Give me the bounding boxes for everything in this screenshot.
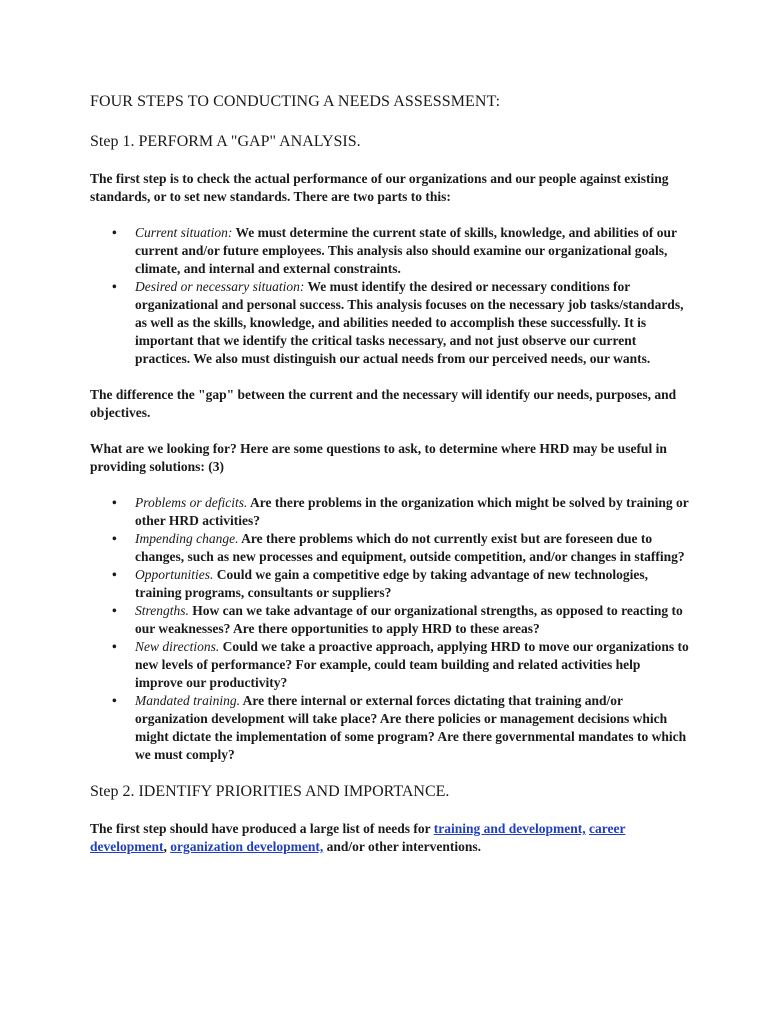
list-item [90, 530, 690, 566]
step1-heading: Step 1. PERFORM A "GAP" ANALYSIS. [90, 133, 361, 150]
training-development-link[interactable]: training and development, [433, 821, 586, 836]
step2-intro [90, 820, 690, 856]
step2-intro-prefix: The first step should have produced a large list of needs for [90, 821, 434, 836]
questions-list [90, 494, 690, 764]
bullet-dot-icon: • [112, 603, 117, 618]
career-development-link[interactable]: career development [90, 821, 626, 854]
bullet-dot-icon: • [112, 495, 117, 510]
list-item-term: Mandated training. [135, 693, 240, 708]
organization-development-link[interactable]: organization development, [170, 839, 324, 854]
list-item [90, 638, 690, 692]
list-item-text: Could we take a proactive approach, applying HRD to move our organizations to new levels of performance? For example, could team building and related activities help improve our productivity? [135, 639, 689, 690]
list-item [90, 278, 690, 368]
gap-paragraph: The difference the "gap" between the current and the necessary will identify our needs, purposes, and objectives. [90, 387, 677, 420]
list-item [90, 224, 690, 278]
list-item-term: Impending change. [135, 531, 239, 546]
list-item [90, 566, 690, 602]
gap-analysis-list [90, 224, 690, 368]
list-item-term: Current situation: [135, 225, 233, 240]
list-item-term: Opportunities. [135, 567, 214, 582]
bullet-dot-icon: • [112, 639, 117, 654]
list-item-text: Are there problems which do not currently exist but are foreseen due to changes, such as new processes and equipment, outside competition, and/or changes in staffing? [135, 531, 685, 564]
list-item [90, 602, 690, 638]
document-title: FOUR STEPS TO CONDUCTING A NEEDS ASSESSMENT: [90, 93, 501, 110]
step1-intro: The first step is to check the actual performance of our organizations and our people against existing standards, or to set new standards. There are two parts to this: [90, 171, 669, 204]
list-item-text: Are there internal or external forces dictating that training and/or organization development will take place? Are there policies or management decisions which might dictate the implementation of some program? Are there governmental mandates to which we must comply? [135, 693, 687, 762]
bullet-dot-icon: • [112, 225, 117, 240]
bullet-dot-icon: • [112, 531, 117, 546]
list-item-text: Could we gain a competitive edge by taking advantage of new technologies, training programs, consultants or suppliers? [135, 567, 649, 600]
bullet-dot-icon: • [112, 279, 117, 294]
list-item-term: Problems or deficits. [135, 495, 248, 510]
list-item-text: We must determine the current state of skills, knowledge, and abilities of our current and/or future employees. This analysis also should examine our organizational goals, climate, and internal and external constraints. [135, 225, 677, 276]
bullet-dot-icon: • [112, 567, 117, 582]
list-item-text: How can we take advantage of our organizational strengths, as opposed to reacting to our weaknesses? Are there opportunities to apply HRD to these areas? [135, 603, 683, 636]
list-item-term: New directions. [135, 639, 220, 654]
list-item-term: Strengths. [135, 603, 189, 618]
bullet-dot-icon: • [112, 693, 117, 708]
link-separator: , [163, 839, 171, 854]
list-item [90, 494, 690, 530]
step2-heading: Step 2. IDENTIFY PRIORITIES AND IMPORTANCE. [90, 783, 450, 800]
document-page [90, 92, 690, 874]
list-item-term: Desired or necessary situation: [135, 279, 305, 294]
list-item [90, 692, 690, 764]
list-item-text: Are there problems in the organization which might be solved by training or other HRD activities? [135, 495, 689, 528]
questions-paragraph: What are we looking for? Here are some questions to ask, to determine where HRD may be useful in providing solutions: (3) [90, 441, 667, 474]
list-item-text: We must identify the desired or necessary conditions for organizational and personal success. This analysis focuses on the necessary job tasks/standards, as well as the skills, knowledge, and abilities needed to accomplish these successfully. It is important that we identify the critical tasks necessary, and not just observe our current practices. We also must distinguish our actual needs from our perceived needs, our wants. [135, 279, 684, 366]
step2-intro-suffix: and/or other interventions. [323, 839, 482, 854]
